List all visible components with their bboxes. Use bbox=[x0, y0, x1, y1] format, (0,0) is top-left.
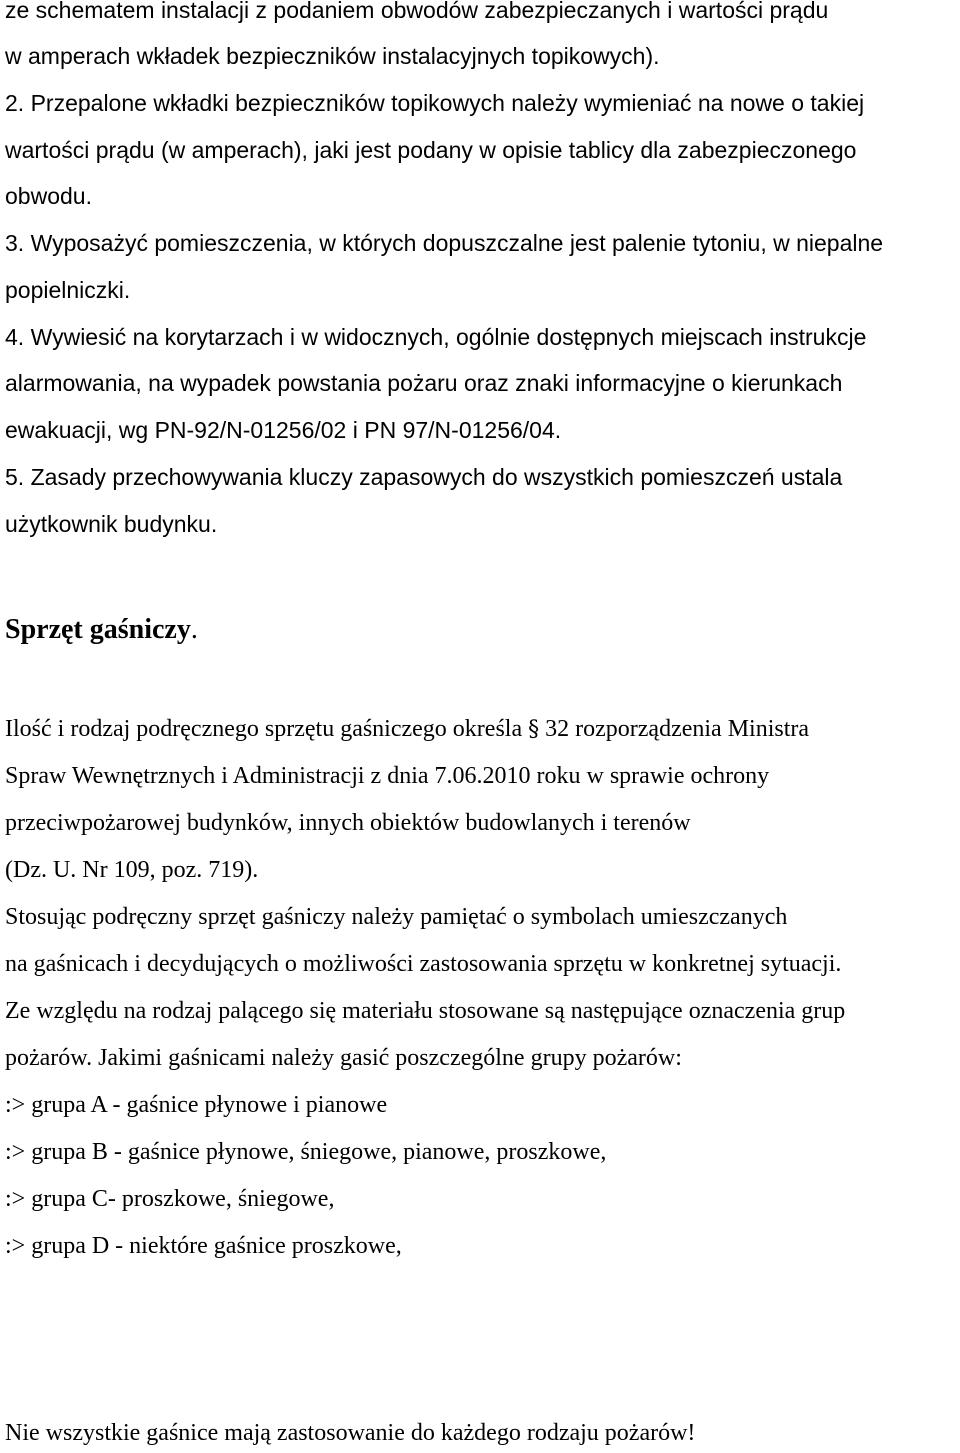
text-line: w amperach wkładek bezpieczników instalacyjnych topikowych). bbox=[5, 43, 660, 69]
text-line: (Dz. U. Nr 109, poz. 719). bbox=[5, 857, 259, 883]
text-line: użytkownik budynku. bbox=[5, 511, 218, 537]
footer-note: Nie wszystkie gaśnice mają zastosowanie do każdego rodzaju pożarów! bbox=[5, 1420, 696, 1446]
text-line: pożarów. Jakimi gaśnicami należy gasić poszczególne grupy pożarów: bbox=[5, 1045, 682, 1071]
heading-dot: . bbox=[190, 614, 198, 645]
list-item: 3. Wyposażyć pomieszczenia, w których dopuszczalne jest palenie tytoniu, w niepalne bbox=[5, 230, 884, 256]
text-line bbox=[5, 716, 809, 743]
text-line: przeciwpożarowej budynków, innych obiektów budowlanych i terenów bbox=[5, 810, 691, 836]
text-line: Stosując podręczny sprzęt gaśniczy należy pamiętać o symbolach umieszczanych bbox=[5, 904, 788, 930]
text-line: wartości prądu (w amperach), jaki jest podany w opisie tablicy dla zabezpieczonego bbox=[5, 137, 857, 163]
list-item: 4. Wywiesić na korytarzach i w widocznych, ogólnie dostępnych miejscach instrukcje bbox=[5, 324, 867, 350]
text-line: na gaśnicach i decydujących o możliwości zastosowania sprzętu w konkretnej sytuacji. bbox=[5, 951, 842, 977]
fire-group-item: :> grupa C- proszkowe, śniegowe, bbox=[5, 1186, 335, 1212]
section-sign: § bbox=[528, 717, 540, 742]
text-segment: 32 rozporządzenia Ministra bbox=[539, 716, 810, 742]
text-line: Spraw Wewnętrznych i Administracji z dnia 7.06.2010 roku w sprawie ochrony bbox=[5, 763, 770, 789]
fire-group-item: :> grupa D - niektóre gaśnice proszkowe, bbox=[5, 1233, 402, 1259]
text-line: Ze względu na rodzaj palącego się materiału stosowane są następujące oznaczenia grup bbox=[5, 998, 846, 1024]
text-line: ze schematem instalacji z podaniem obwodów zabezpieczanych i wartości prądu bbox=[5, 0, 829, 23]
heading-title: Sprzęt gaśniczy bbox=[5, 614, 191, 645]
text-line: ewakuacji, wg PN-92/N-01256/02 i PN 97/N-01256/04. bbox=[5, 417, 562, 443]
text-line: obwodu. bbox=[5, 183, 92, 209]
text-segment: Ilość i rodzaj podręcznego sprzętu gaśniczego określa bbox=[5, 716, 529, 742]
fire-group-item: :> grupa B - gaśnice płynowe, śniegowe, pianowe, proszkowe, bbox=[5, 1139, 607, 1165]
section-heading bbox=[5, 614, 198, 646]
list-item: 2. Przepalone wkładki bezpieczników topikowych należy wymieniać na nowe o takiej bbox=[5, 90, 865, 116]
text-line: alarmowania, na wypadek powstania pożaru oraz znaki informacyjne o kierunkach bbox=[5, 370, 843, 396]
fire-group-item: :> grupa A - gaśnice płynowe i pianowe bbox=[5, 1092, 388, 1118]
text-line: popielniczki. bbox=[5, 277, 131, 303]
list-item: 5. Zasady przechowywania kluczy zapasowych do wszystkich pomieszczeń ustala bbox=[5, 464, 843, 490]
